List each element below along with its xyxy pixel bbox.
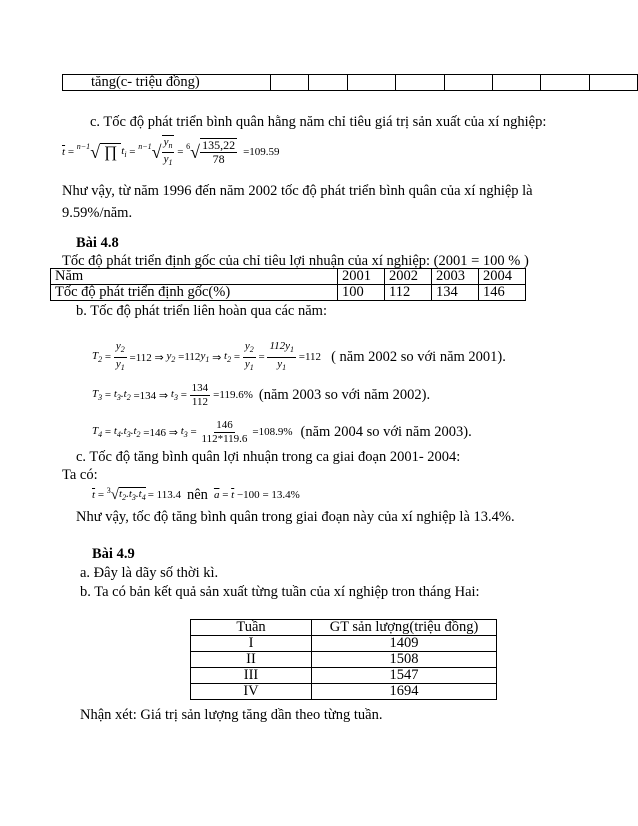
table-row <box>191 668 497 684</box>
table-cell: 2001 <box>338 269 385 285</box>
table-cell: 1409 <box>312 636 497 652</box>
t4-frac-num: 146 <box>216 418 233 431</box>
table-cell: 2003 <box>432 269 479 285</box>
formula-frac-num: 135,22 <box>202 138 236 152</box>
top-row-label: tăng(c- triệu đồng) <box>63 75 271 91</box>
bai49-part-a: a. Đây là dãy số thời kì. <box>80 565 219 581</box>
empty-cell <box>347 75 395 91</box>
table-cell: 1508 <box>312 652 497 668</box>
bai48-conclusion: Như vậy, tốc độ tăng bình quân trong giai đoạn này của xí nghiệp là 13.4%. <box>76 509 515 525</box>
table-cell: IV <box>191 684 312 700</box>
avg-formula-result: = 113.4 <box>147 489 181 501</box>
table-row <box>191 684 497 700</box>
t4-formula: $T_4$ = $t_4.t_3.t_2$ =146 ⇒ $t_3$ = $\frac{146}{112*119.6}$ =108.9% (năm 2004 so với năm 2003). <box>92 418 472 445</box>
bai49-part-b: b. Ta có bản kết quả sản xuất từng tuần của xí nghiệp tron tháng Hai: <box>80 584 480 600</box>
table-cell: 2002 <box>385 269 432 285</box>
geometric-mean-formula: $\overline{t}$ = n−1 √ ∏ $t_i$ = n−1 √ $\frac{y_n}{y_1}$ = 6 √ $\frac{135,22}{78}$ =109.59 <box>62 135 280 168</box>
bai49-remark: Nhận xét: Giá trị sản lượng tăng dần theo từng tuần. <box>80 707 383 723</box>
nen-text: nên <box>187 486 208 503</box>
table-cell: I <box>191 636 312 652</box>
table-row <box>51 285 526 301</box>
bai48-title: Bài 4.8 <box>76 235 119 251</box>
empty-cell <box>589 75 637 91</box>
table-row <box>191 636 497 652</box>
table-row <box>51 269 526 285</box>
bai49-table <box>190 619 497 700</box>
table-header: GT sản lượng(triệu đồng) <box>312 620 497 636</box>
empty-cell <box>541 75 589 91</box>
bai48-part-b: b. Tốc độ phát triển liên hoàn qua các năm: <box>76 303 327 319</box>
table-cell: 146 <box>479 285 526 301</box>
table-cell: III <box>191 668 312 684</box>
avg-rate: = 13.4% <box>262 489 300 501</box>
table-cell: Năm <box>51 269 338 285</box>
table-cell: 112 <box>385 285 432 301</box>
bai48-intro: Tốc độ phát triển định gốc của chỉ tiêu lợi nhuận của xí nghiệp: (2001 = 100 % ) <box>62 253 529 269</box>
empty-cell <box>492 75 540 91</box>
section-c-heading: c. Tốc độ phát triển bình quân hằng năm chỉ tiêu giá trị sản xuất của xí nghiệp: <box>90 114 547 130</box>
table-cell: 1547 <box>312 668 497 684</box>
table-cell: 2004 <box>479 269 526 285</box>
avg-formula: $\overline{t}$ = 3 √ $t_2.t_3.t_4$ = 113.4 nên $\overline{a}$ = $\overline{t}$ −100 = 13.4% <box>92 485 300 503</box>
t2-formula: $T_2$ = $\frac{y_2}{y_1}$ =112 ⇒ $y_2$ =112 $y_1$ ⇒ $t_2$ = $\frac{y_2}{y_1}$ = $\frac{112y_1}{y_1}$ =112 ( năm 2002 so với năm 2001). <box>92 340 506 372</box>
t3-result: =119.6% <box>213 389 253 401</box>
table-row <box>191 652 497 668</box>
formula-result: =109.59 <box>243 146 280 158</box>
table-cell: II <box>191 652 312 668</box>
t3-note: (năm 2003 so với năm 2002). <box>258 386 431 403</box>
table-cell: 134 <box>432 285 479 301</box>
bai48-part-c: c. Tốc độ tăng bình quân lợi nhuận trong ca giai đoạn 2001- 2004: <box>76 449 461 465</box>
t4-note: (năm 2004 so với năm 2003). <box>300 423 472 440</box>
empty-cell <box>309 75 348 91</box>
bai49-title: Bài 4.9 <box>92 546 135 562</box>
t3-frac-num: 134 <box>191 381 209 394</box>
table-cell: Tốc độ phát triển định gốc(%) <box>51 285 338 301</box>
ta-co: Ta có: <box>62 467 98 483</box>
empty-cell <box>444 75 492 91</box>
formula-frac-den: 78 <box>212 152 225 166</box>
table-cell: 1694 <box>312 684 497 700</box>
t2-note: ( năm 2002 so với năm 2001). <box>331 348 506 365</box>
t4-frac-den: 112*119.6 <box>201 432 248 445</box>
t3-frac-den: 112 <box>191 395 208 408</box>
table-row <box>191 620 497 636</box>
t3-formula: $T_3$ = $t_3.t_2$ =134 ⇒ $t_3$ = $\frac{134}{112}$ =119.6% (năm 2003 so với năm 2002). <box>92 381 431 408</box>
bai48-table <box>50 268 526 301</box>
top-table-fragment <box>62 74 638 91</box>
table-header: Tuần <box>191 620 312 636</box>
empty-cell <box>396 75 444 91</box>
table-cell: 100 <box>338 285 385 301</box>
t4-result: =108.9% <box>252 426 293 438</box>
section-c-conclusion: Như vậy, từ năm 1996 đến năm 2002 tốc độ phát triển bình quân của xí nghiệp là 9.59%/năm. <box>62 183 533 221</box>
empty-cell <box>270 75 309 91</box>
